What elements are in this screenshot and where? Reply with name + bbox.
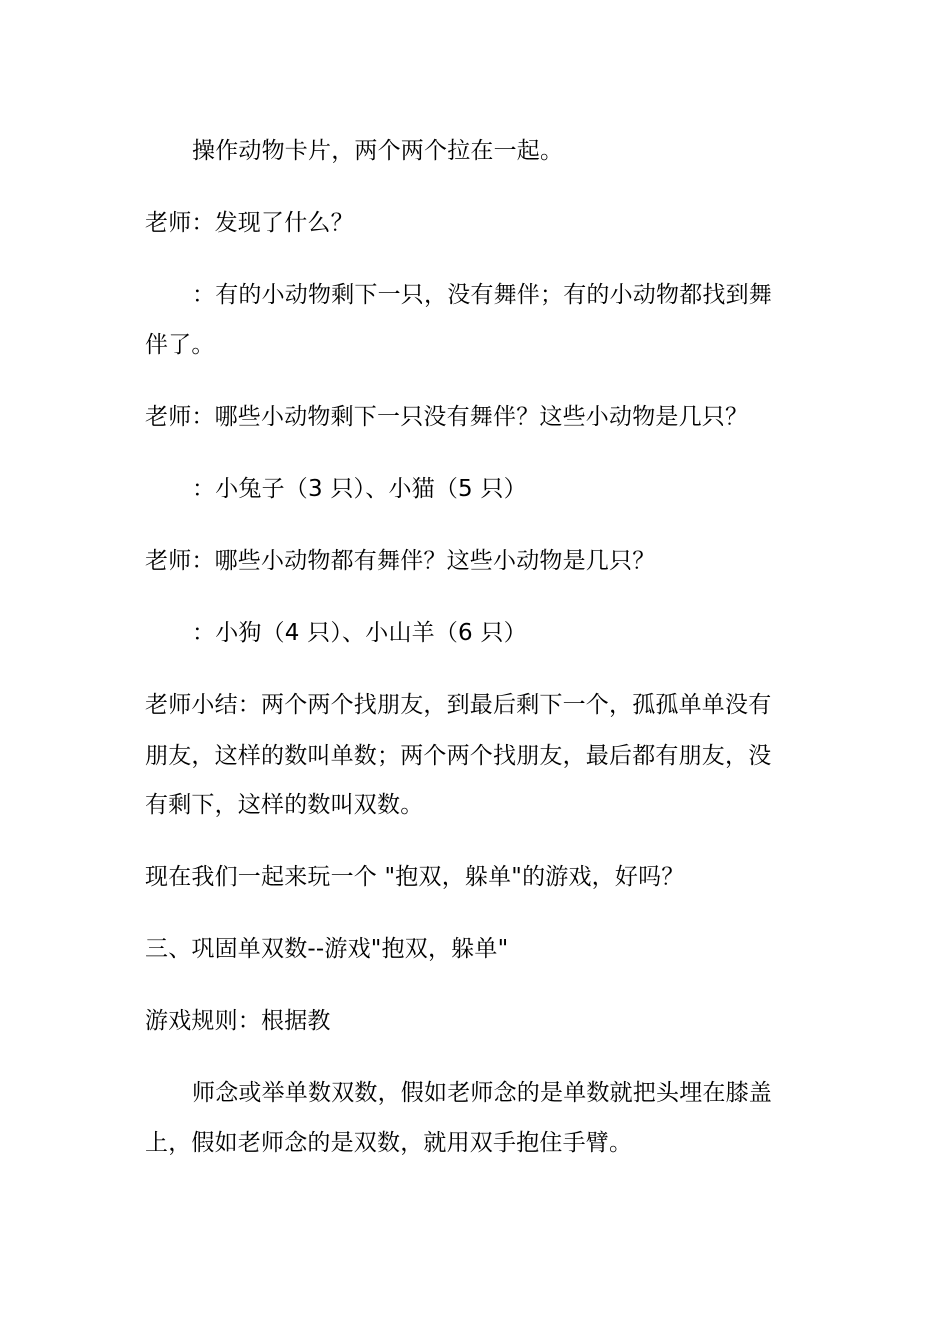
text-line: 上，假如老师念的是双数，就用双手抱住手臂。 (145, 1130, 633, 1156)
text-line: 伴了。 (145, 332, 215, 358)
text-line: 老师：发现了什么？ (145, 210, 354, 236)
text-line: 老师：哪些小动物剩下一只没有舞伴？这些小动物是几只？ (145, 404, 749, 430)
text-line: 老师小结：两个两个找朋友，到最后剩下一个，孤孤单单没有 (145, 692, 772, 718)
text-line: ：有的小动物剩下一只，没有舞伴；有的小动物都找到舞 (192, 282, 772, 308)
text-line: 游戏规则：根据教 (145, 1008, 331, 1034)
section-heading: 三、巩固单双数--游戏"抱双，躲单" (145, 936, 509, 962)
text-line: 老师：哪些小动物都有舞伴？这些小动物是几只？ (145, 548, 656, 574)
text-line: 师念或举单数双数，假如老师念的是单数就把头埋在膝盖 (192, 1080, 772, 1106)
text-line: 操作动物卡片，两个两个拉在一起。 (192, 138, 564, 164)
text-line: ：小兔子（3 只）、小猫（5 只） (192, 476, 527, 502)
text-line: 有剩下，这样的数叫双数。 (145, 792, 424, 818)
text-line: 现在我们一起来玩一个 "抱双，躲单"的游戏，好吗？ (145, 864, 685, 890)
text-line: ：小狗（4 只）、小山羊（6 只） (192, 620, 527, 646)
text-line: 朋友，这样的数叫单数；两个两个找朋友，最后都有朋友，没 (145, 743, 772, 769)
